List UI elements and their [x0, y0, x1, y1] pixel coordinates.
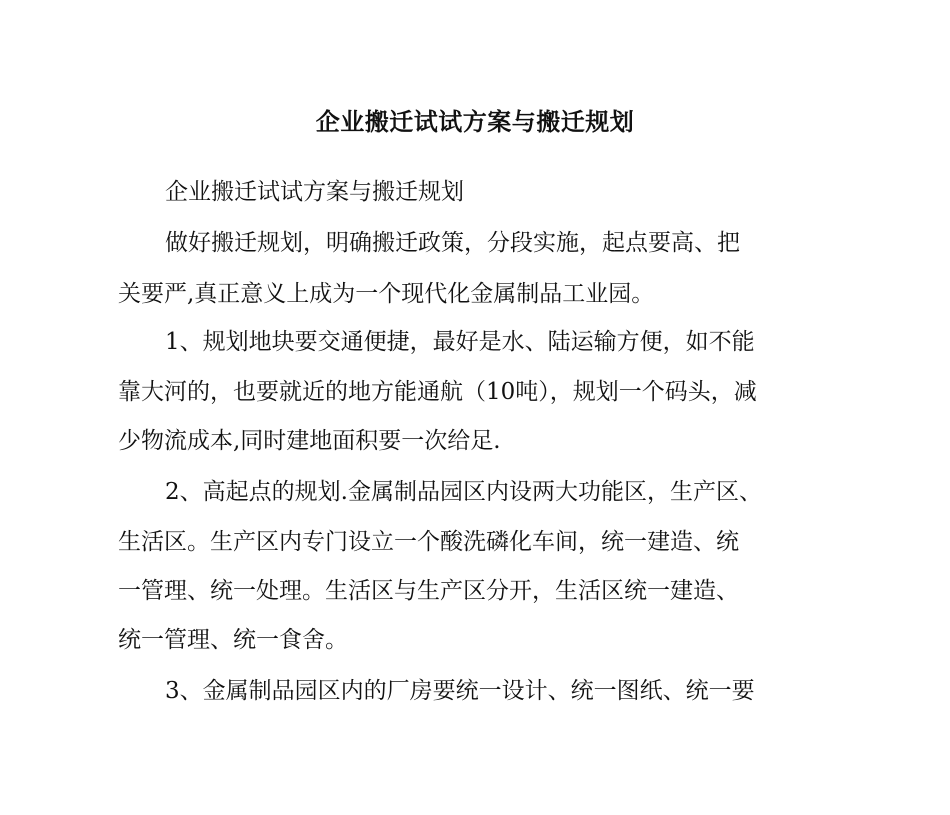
item-2-line-1: 2、高起点的规划.金属制品园区内设两大功能区，生产区、	[165, 479, 762, 505]
item-2-line-2: 生活区。生产区内专门设立一个酸洗磷化车间，统一建造、统	[118, 529, 739, 555]
paragraph-1-line-2: 关要严,真正意义上成为一个现代化金属制品工业园。	[118, 281, 655, 307]
subtitle-line: 企业搬迁试试方案与搬迁规划	[165, 179, 464, 205]
item-2-line-3: 一管理、统一处理。生活区与生产区分开，生活区统一建造、	[118, 578, 739, 604]
paragraph-1-line-1: 做好搬迁规划，明确搬迁政策，分段实施，起点要高、把	[165, 230, 740, 256]
document-title: 企业搬迁试试方案与搬迁规划	[315, 107, 635, 136]
item-1-line-1: 1、规划地块要交通便捷，最好是水、陆运输方便，如不能	[165, 329, 755, 355]
item-1-line-3: 少物流成本,同时建地面积要一次给足.	[118, 428, 501, 454]
item-1-line-2: 靠大河的，也要就近的地方能通航（10吨），规划一个码头，减	[118, 379, 757, 405]
item-2-line-4: 统一管理、统一食舍。	[118, 627, 348, 653]
item-3-line-1: 3、金属制品园区内的厂房要统一设计、统一图纸、统一要	[165, 678, 755, 704]
